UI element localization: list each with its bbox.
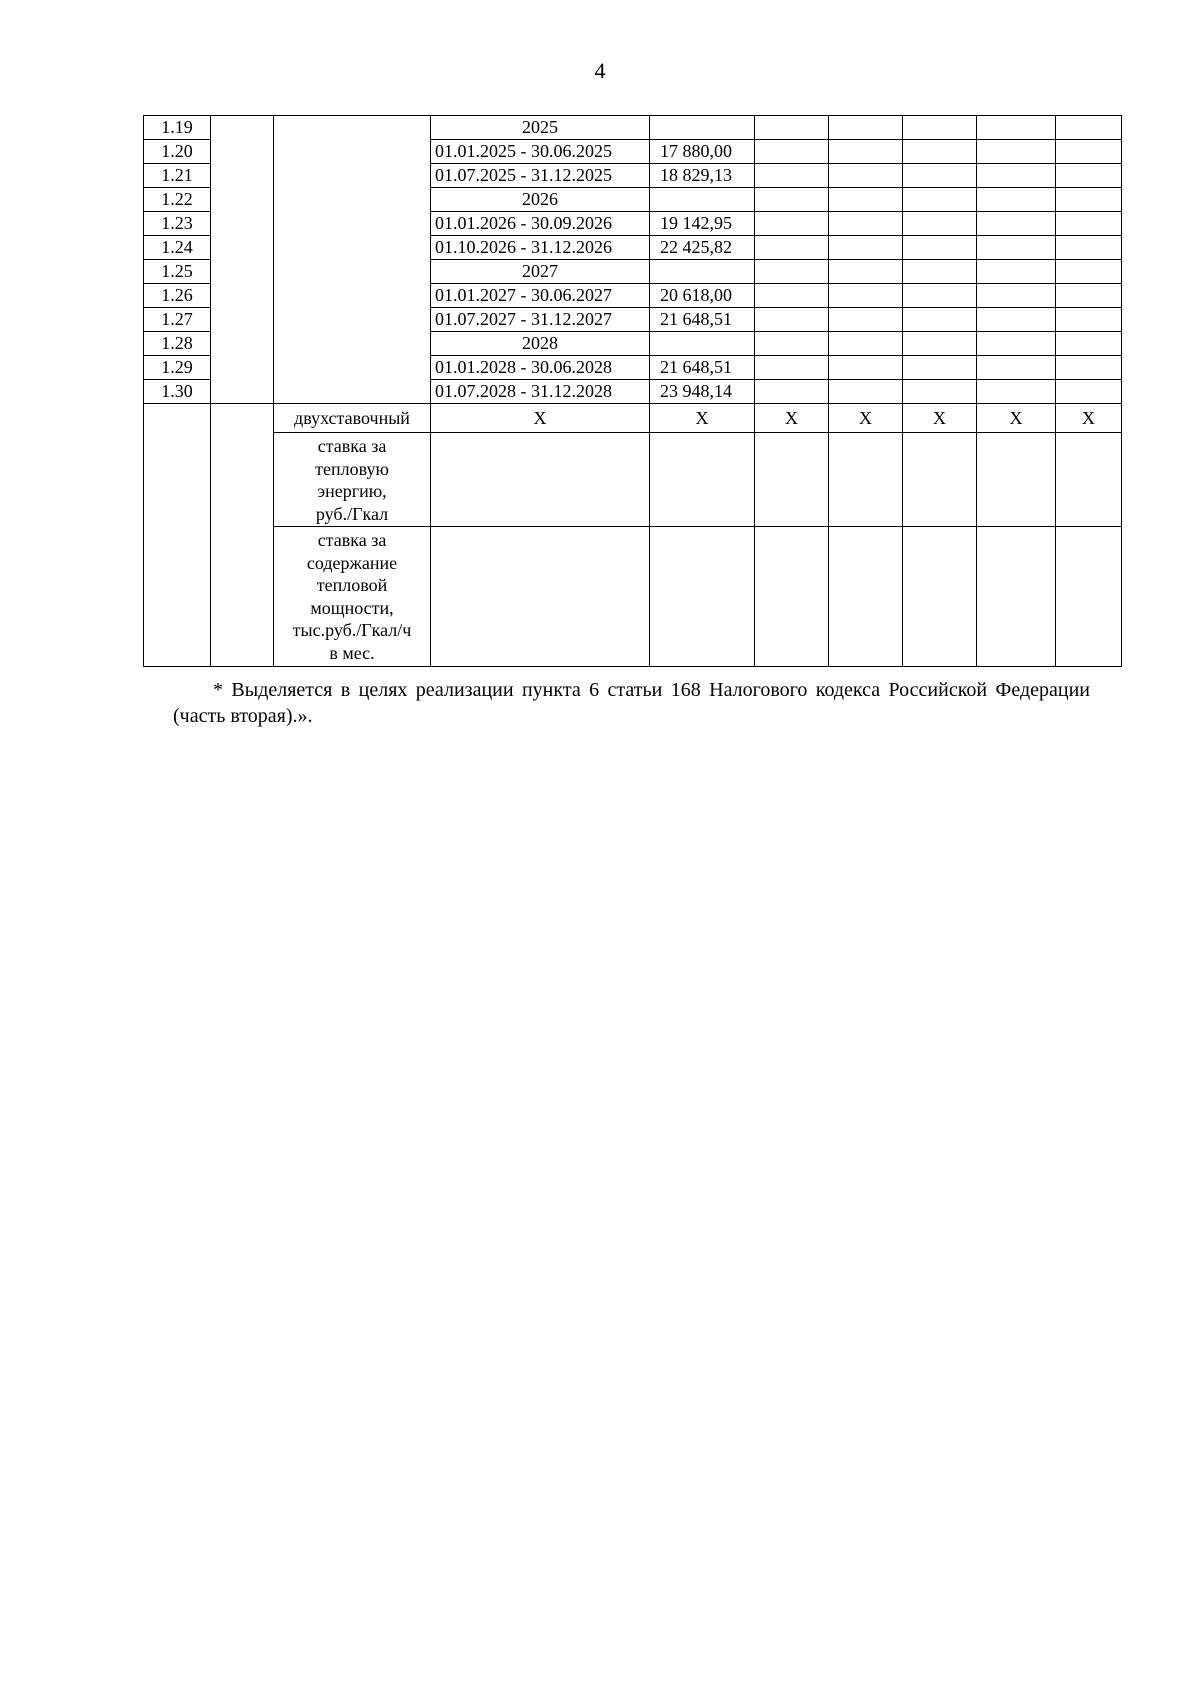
period-cell: 01.01.2025 - 30.06.2025 <box>431 140 650 164</box>
tariff-table <box>143 115 1122 667</box>
capacity-rate-label: ставка за содержание тепловой мощности, тыс.руб./Гкал/ч в мес. <box>274 527 431 667</box>
row-number: 1.21 <box>144 164 211 188</box>
value-cell: 21 648,51 <box>650 356 755 380</box>
row-number: 1.26 <box>144 284 211 308</box>
row-number: 1.25 <box>144 260 211 284</box>
value-cell: 17 880,00 <box>650 140 755 164</box>
period-cell: 01.01.2028 - 30.06.2028 <box>431 356 650 380</box>
value-cell: 20 618,00 <box>650 284 755 308</box>
value-cell: 23 948,14 <box>650 380 755 404</box>
value-cell: 19 142,95 <box>650 212 755 236</box>
value-cell: 22 425,82 <box>650 236 755 260</box>
row-number: 1.22 <box>144 188 211 212</box>
period-cell: 01.07.2028 - 31.12.2028 <box>431 380 650 404</box>
row-number: 1.24 <box>144 236 211 260</box>
row-number: 1.28 <box>144 332 211 356</box>
table-row-capacity-rate <box>144 527 1122 667</box>
row-number: 1.19 <box>144 116 211 140</box>
table-row <box>144 116 1122 140</box>
row-number: 1.30 <box>144 380 211 404</box>
year-cell: 2027 <box>431 260 650 284</box>
x-mark: Х <box>829 404 903 433</box>
x-mark: Х <box>431 404 650 433</box>
row-number: 1.20 <box>144 140 211 164</box>
row-number: 1.29 <box>144 356 211 380</box>
x-mark: Х <box>755 404 829 433</box>
blank-cell <box>144 404 211 667</box>
row-number: 1.27 <box>144 308 211 332</box>
blank-cell <box>274 116 431 404</box>
heat-rate-label: ставка за тепловую энергию, руб./Гкал <box>274 433 431 527</box>
period-cell: 01.10.2026 - 31.12.2026 <box>431 236 650 260</box>
blank-cell <box>211 116 274 404</box>
x-mark: Х <box>650 404 755 433</box>
table-row-heat-rate <box>144 433 1122 527</box>
year-cell: 2025 <box>431 116 650 140</box>
year-cell: 2026 <box>431 188 650 212</box>
period-cell: 01.07.2027 - 31.12.2027 <box>431 308 650 332</box>
year-cell: 2028 <box>431 332 650 356</box>
page-number: 4 <box>594 58 606 83</box>
x-mark: Х <box>1056 404 1122 433</box>
blank-cell <box>211 404 274 667</box>
two-rate-label: двухставочный <box>274 404 431 433</box>
x-mark: Х <box>977 404 1056 433</box>
value-cell: 18 829,13 <box>650 164 755 188</box>
period-cell: 01.01.2026 - 30.09.2026 <box>431 212 650 236</box>
x-mark: Х <box>903 404 977 433</box>
table-row-two-rate <box>144 404 1122 433</box>
row-number: 1.23 <box>144 212 211 236</box>
value-cell: 21 648,51 <box>650 308 755 332</box>
period-cell: 01.07.2025 - 31.12.2025 <box>431 164 650 188</box>
period-cell: 01.01.2027 - 30.06.2027 <box>431 284 650 308</box>
footnote: * Выделяется в целях реализации пункта 6 статьи 168 Налогового кодекса Российской Федерации (часть вторая).». <box>173 679 1090 727</box>
